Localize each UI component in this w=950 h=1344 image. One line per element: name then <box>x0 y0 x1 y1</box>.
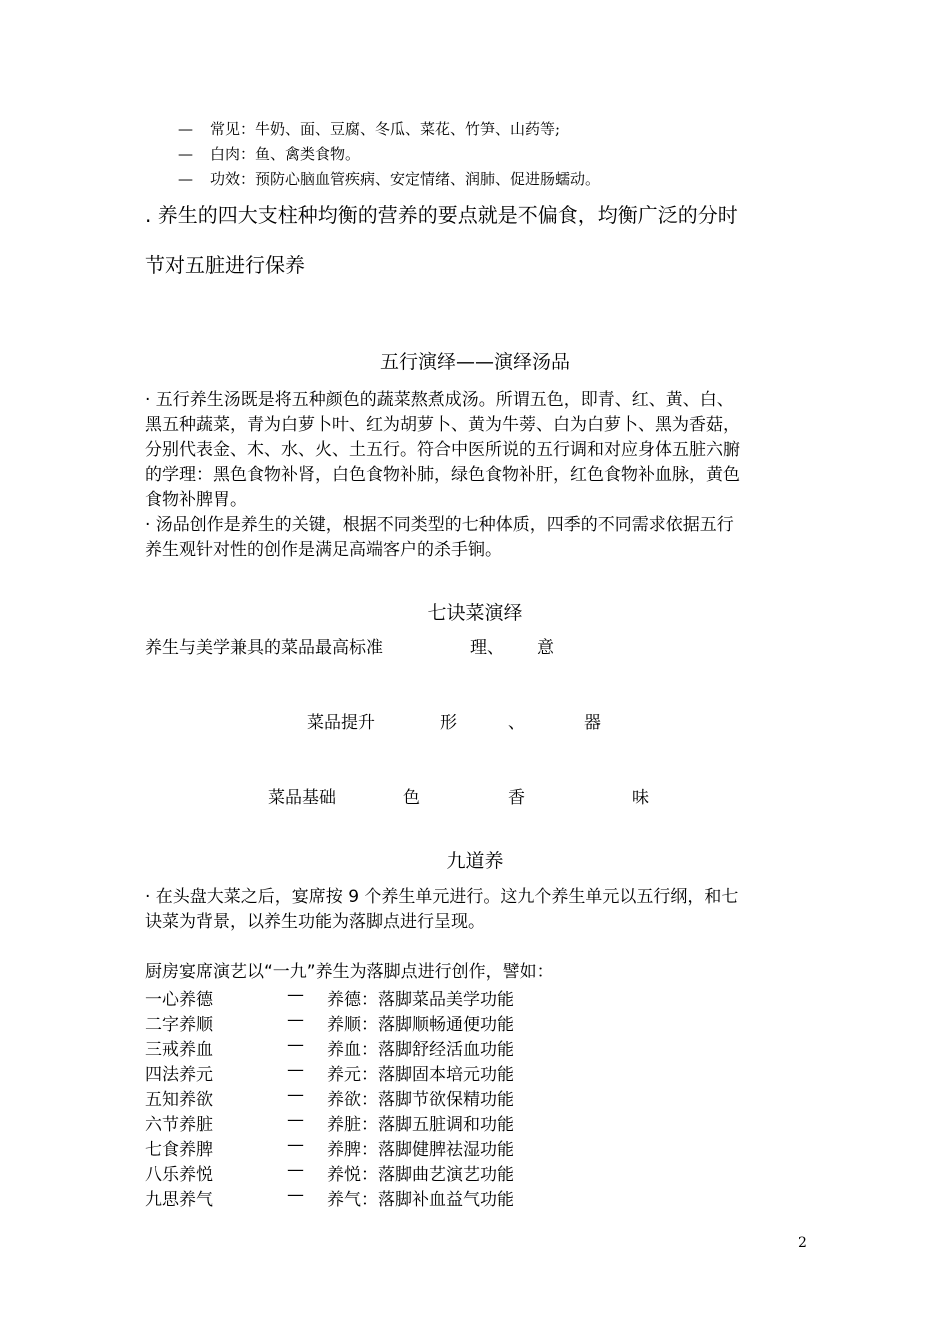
dash: — <box>287 985 304 1005</box>
paragraph-line: 黑五种蔬菜，青为白萝卜叶、红为胡萝卜、黄为牛蒡、白为白萝卜、黑为香菇， <box>145 415 740 435</box>
qijue-row2-sep: 、 <box>508 713 525 733</box>
item-name: 八乐养悦 <box>145 1165 213 1185</box>
qijue-row2-a: 形 <box>440 713 457 733</box>
item-desc: 养悦：落脚曲艺演艺功能 <box>327 1165 514 1185</box>
pillars-line-2: 节对五脏进行保养 <box>145 253 305 277</box>
list-item-text: 常见：牛奶、面、豆腐、冬瓜、菜花、竹笋、山药等; <box>210 120 561 138</box>
paragraph-line: 养生观针对性的创作是满足高端客户的杀手锏。 <box>145 540 502 560</box>
item-desc: 养德：落脚菜品美学功能 <box>327 990 514 1010</box>
qijue-row2-label: 菜品提升 <box>307 713 375 733</box>
dash: — <box>287 1085 304 1105</box>
paragraph-line: 的学理：黑色食物补肾，白色食物补肺，绿色食物补肝，红色食物补血脉，黄色 <box>145 465 740 485</box>
qijue-row3-label: 菜品基础 <box>268 788 336 808</box>
paragraph-line: 分别代表金、木、水、火、土五行。符合中医所说的五行调和对应身体五脏六腑 <box>145 440 740 460</box>
jiudao-intro <box>145 885 738 935</box>
item-name: 九思养气 <box>145 1190 213 1210</box>
paragraph-line: 诀菜为背景，以养生功能为落脚点进行呈现。 <box>145 912 485 932</box>
item-desc: 养元：落脚固本培元功能 <box>327 1065 514 1085</box>
dash: — <box>287 1110 304 1130</box>
qijue-row1-b: 意 <box>537 638 554 658</box>
dash: — <box>287 1160 304 1180</box>
dash: — <box>178 170 193 188</box>
dash: — <box>287 1135 304 1155</box>
item-desc: 养顺：落脚顺畅通便功能 <box>327 1015 514 1035</box>
qijue-heading: 七诀菜演绎 <box>427 602 523 624</box>
qijue-row3-a: 色 <box>403 788 420 808</box>
paragraph-line: 食物补脾胃。 <box>145 490 247 510</box>
item-desc: 养气：落脚补血益气功能 <box>327 1190 514 1210</box>
qijue-row3-b: 香 <box>508 788 525 808</box>
item-name: 三戒养血 <box>145 1040 213 1060</box>
dash: — <box>178 120 193 138</box>
list-item <box>178 143 360 164</box>
dash: — <box>287 1035 304 1055</box>
wuxing-heading: 五行演绎——演绎汤品 <box>379 351 570 373</box>
qijue-row1-label: 养生与美学兼具的菜品最高标准 <box>145 638 383 658</box>
item-name: 七食养脾 <box>145 1140 213 1160</box>
item-name: 一心养德 <box>145 990 213 1010</box>
item-name: 五知养欲 <box>145 1090 213 1110</box>
item-name: 二字养顺 <box>145 1015 213 1035</box>
pillars-line-1: . 养生的四大支柱种均衡的营养的要点就是不偏食，均衡广泛的分时 <box>145 203 738 227</box>
item-name: 六节养脏 <box>145 1115 213 1135</box>
dash: — <box>287 1185 304 1205</box>
item-desc: 养欲：落脚节欲保精功能 <box>327 1090 514 1110</box>
list-item <box>178 118 560 139</box>
dash: — <box>287 1010 304 1030</box>
list-item-text: 白肉：鱼、禽类食物。 <box>210 145 361 163</box>
dash: — <box>178 145 193 163</box>
item-desc: 养脾：落脚健脾祛湿功能 <box>327 1140 514 1160</box>
qijue-row3-c: 味 <box>632 788 649 808</box>
dash: — <box>287 1060 304 1080</box>
page-number: 2 <box>798 1235 807 1251</box>
qijue-row1-a: 理、 <box>470 638 504 658</box>
paragraph-line: · 汤品创作是养生的关键，根据不同类型的七种体质，四季的不同需求依据五行 <box>145 515 734 535</box>
paragraph-line: · 在头盘大菜之后，宴席按 9 个养生单元进行。这九个养生单元以五行纲，和七 <box>145 887 739 907</box>
jiudao-lead: 厨房宴席演艺以“一九”养生为落脚点进行创作，譬如： <box>145 962 554 982</box>
item-desc: 养血：落脚舒经活血功能 <box>327 1040 514 1060</box>
item-name: 四法养元 <box>145 1065 213 1085</box>
item-desc: 养脏：落脚五脏调和功能 <box>327 1115 514 1135</box>
list-item-text: 功效：预防心脑血管疾病、安定情绪、润肺、促进肠蠕动。 <box>210 170 601 188</box>
qijue-row2-b: 器 <box>584 713 601 733</box>
list-item <box>178 168 600 189</box>
jiudao-heading: 九道养 <box>446 850 504 872</box>
paragraph-line: · 五行养生汤既是将五种颜色的蔬菜熬煮成汤。所谓五色，即青、红、黄、白、 <box>145 390 734 410</box>
wuxing-paragraph <box>145 388 740 563</box>
